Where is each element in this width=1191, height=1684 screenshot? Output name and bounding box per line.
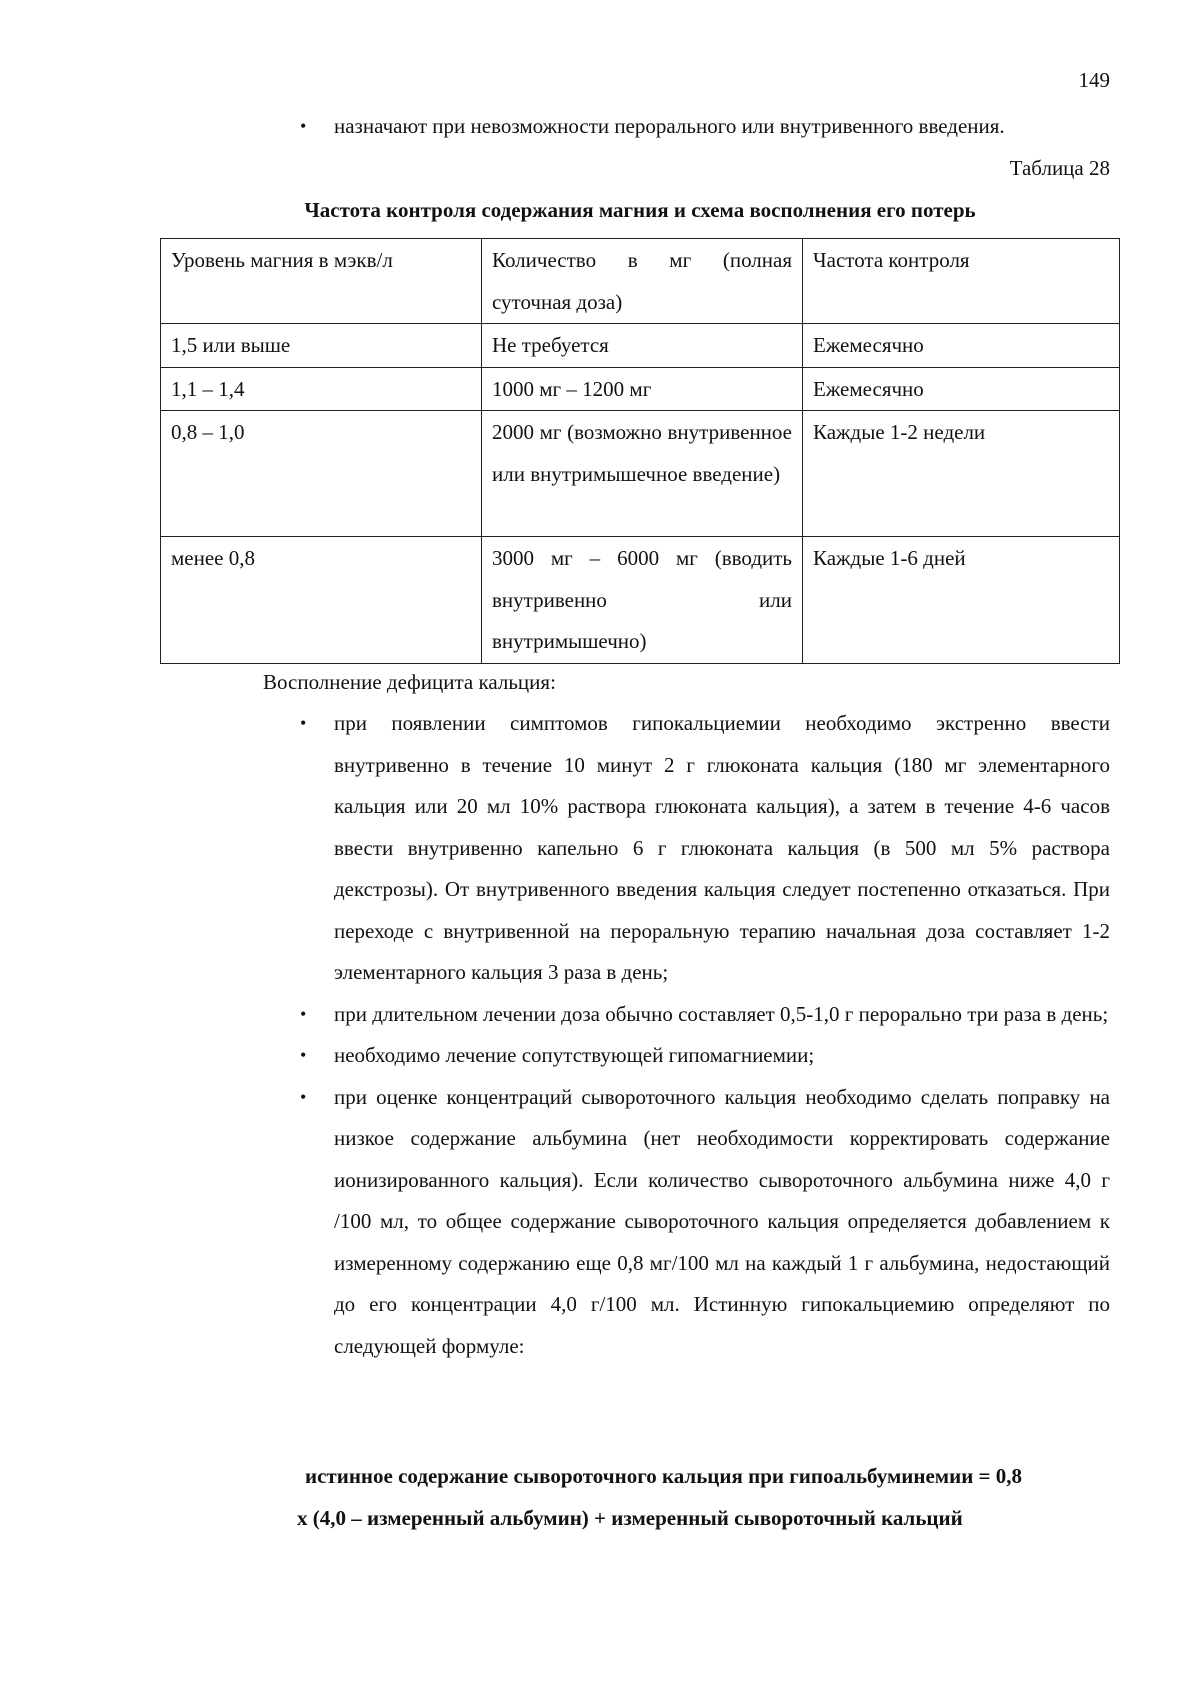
formula-line: истинное содержание сывороточного кальция при гипоальбуминемии = 0,8 <box>305 1464 1023 1488</box>
table-cell: 3000 мг – 6000 мг (вводить внутривенно или внутримышечно) <box>482 537 803 664</box>
table-cell: Не требуется <box>482 324 803 368</box>
table-cell: Каждые 1-6 дней <box>803 537 1120 664</box>
list-item-text: при длительном лечении доза обычно составляет 0,5-1,0 г перорально три раза в день; <box>334 1001 1109 1026</box>
list-item <box>300 1077 1110 1368</box>
table-row <box>161 537 1120 664</box>
table-cell: 1,5 или выше <box>161 324 482 368</box>
table-cell: Каждые 1-2 недели <box>803 411 1120 537</box>
table-cell: Ежемесячно <box>803 324 1120 368</box>
top-bullet-list <box>300 106 1110 148</box>
table-caption: Таблица 28 <box>1009 156 1110 180</box>
table-header-cell: Уровень магния в мэкв/л <box>161 239 482 324</box>
table-cell: Ежемесячно <box>803 367 1120 411</box>
list-item <box>300 703 1110 994</box>
bullet-icon: • <box>300 1003 307 1024</box>
bullet-icon: • <box>300 713 307 733</box>
page-number: 149 <box>1078 68 1110 92</box>
table-title: Частота контроля содержания магния и схема восполнения его потерь <box>304 198 976 222</box>
table-header-row <box>161 239 1120 324</box>
table-cell: 2000 мг (возможно внутривенное или внутримышечное введение) <box>482 411 803 537</box>
table-row <box>161 324 1120 368</box>
bullet-icon: • <box>300 1086 307 1107</box>
magnesium-table <box>160 238 1120 664</box>
bullet-icon: • <box>300 1045 307 1065</box>
list-item-text: назначают при невозможности перорального или внутривенного введения. <box>334 114 1005 138</box>
calcium-bullet-list <box>300 703 1110 1367</box>
table-cell: 0,8 – 1,0 <box>161 411 482 537</box>
list-item-text: при оценке концентраций сывороточного кальция необходимо сделать поправку на низкое содержание альбумина (нет необходимости корректировать содержание ионизированного кальция). Если количество сывороточного альбумина ниже 4,0 г /100 мл, то общее содержание сывороточного кальция определяется добавлением к измеренному содержанию еще 0,8 мг/100 мл на каждый 1 г альбумина, недостающий до его концентрации 4,0 г/100 мл. Истинную гипокальциемию определяют по следующей формуле: <box>334 1084 1110 1358</box>
table-header-cell: Частота контроля <box>803 239 1120 324</box>
table-cell: 1000 мг – 1200 мг <box>482 367 803 411</box>
list-item <box>300 1035 1110 1077</box>
table-cell: менее 0,8 <box>161 537 482 664</box>
list-item <box>300 106 1110 148</box>
table-header-cell: Количество в мг (полная суточная доза) <box>482 239 803 324</box>
bullet-icon: • <box>300 116 307 136</box>
table-cell: 1,1 – 1,4 <box>161 367 482 411</box>
list-item-text: необходимо лечение сопутствующей гипомагниемии; <box>334 1043 815 1067</box>
formula-line: х (4,0 – измеренный альбумин) + измеренный сывороточный кальций <box>297 1505 963 1530</box>
list-item-text: при появлении симптомов гипокальциемии необходимо экстренно ввести внутривенно в течение 10 минут 2 г глюконата кальция (180 мг элементарного кальция или 20 мл 10% раствора глюконата кальция), а затем в течение 4-6 часов ввести внутривенно капельно 6 г глюконата кальция (в 500 мл 5% раствора декстрозы). От внутривенного введения кальция следует постепенно отказаться. При переходе с внутривенной на пероральную терапию начальная доза составляет 1-2 элементарного кальция 3 раза в день; <box>334 711 1110 984</box>
table-row <box>161 367 1120 411</box>
formula <box>297 1456 1110 1539</box>
list-item <box>300 994 1110 1036</box>
calcium-intro: Восполнение дефицита кальция: <box>263 670 556 694</box>
table-row <box>161 411 1120 537</box>
